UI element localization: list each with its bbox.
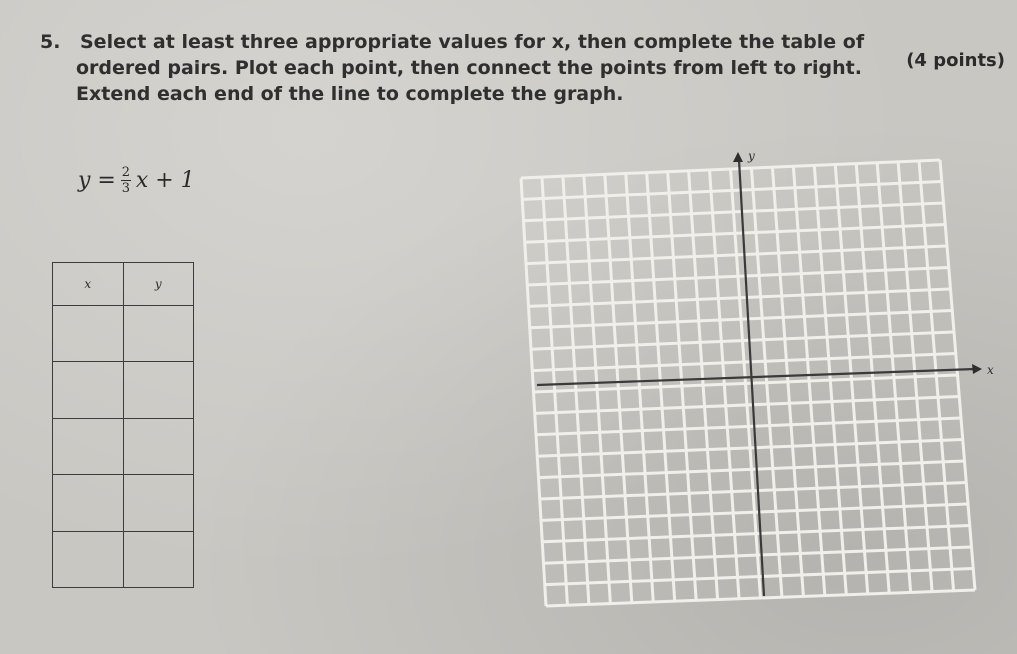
points-label: (4 points) [906,50,1005,71]
equation-lhs: y = [78,168,116,193]
instruction-line-2: ordered pairs. Plot each point, then connect the points from left to right. [76,57,862,79]
problem-number: 5. [40,31,61,53]
instruction-line-3: Extend each end of the line to complete the graph. [76,83,624,105]
equation-rest: x + 1 [135,168,195,193]
x-axis-label: x [987,363,994,377]
y-column-header: y [123,263,194,306]
y-axis-arrow-icon [733,152,743,162]
instruction-line-1: Select at least three appropriate values for x, then complete the table of [80,31,865,53]
x-axis-arrow-icon [972,364,982,374]
y-axis-label: y [748,149,755,163]
fraction-numerator: 2 [121,165,130,180]
fraction-denominator: 3 [121,181,130,196]
x-column-header: x [53,263,124,306]
